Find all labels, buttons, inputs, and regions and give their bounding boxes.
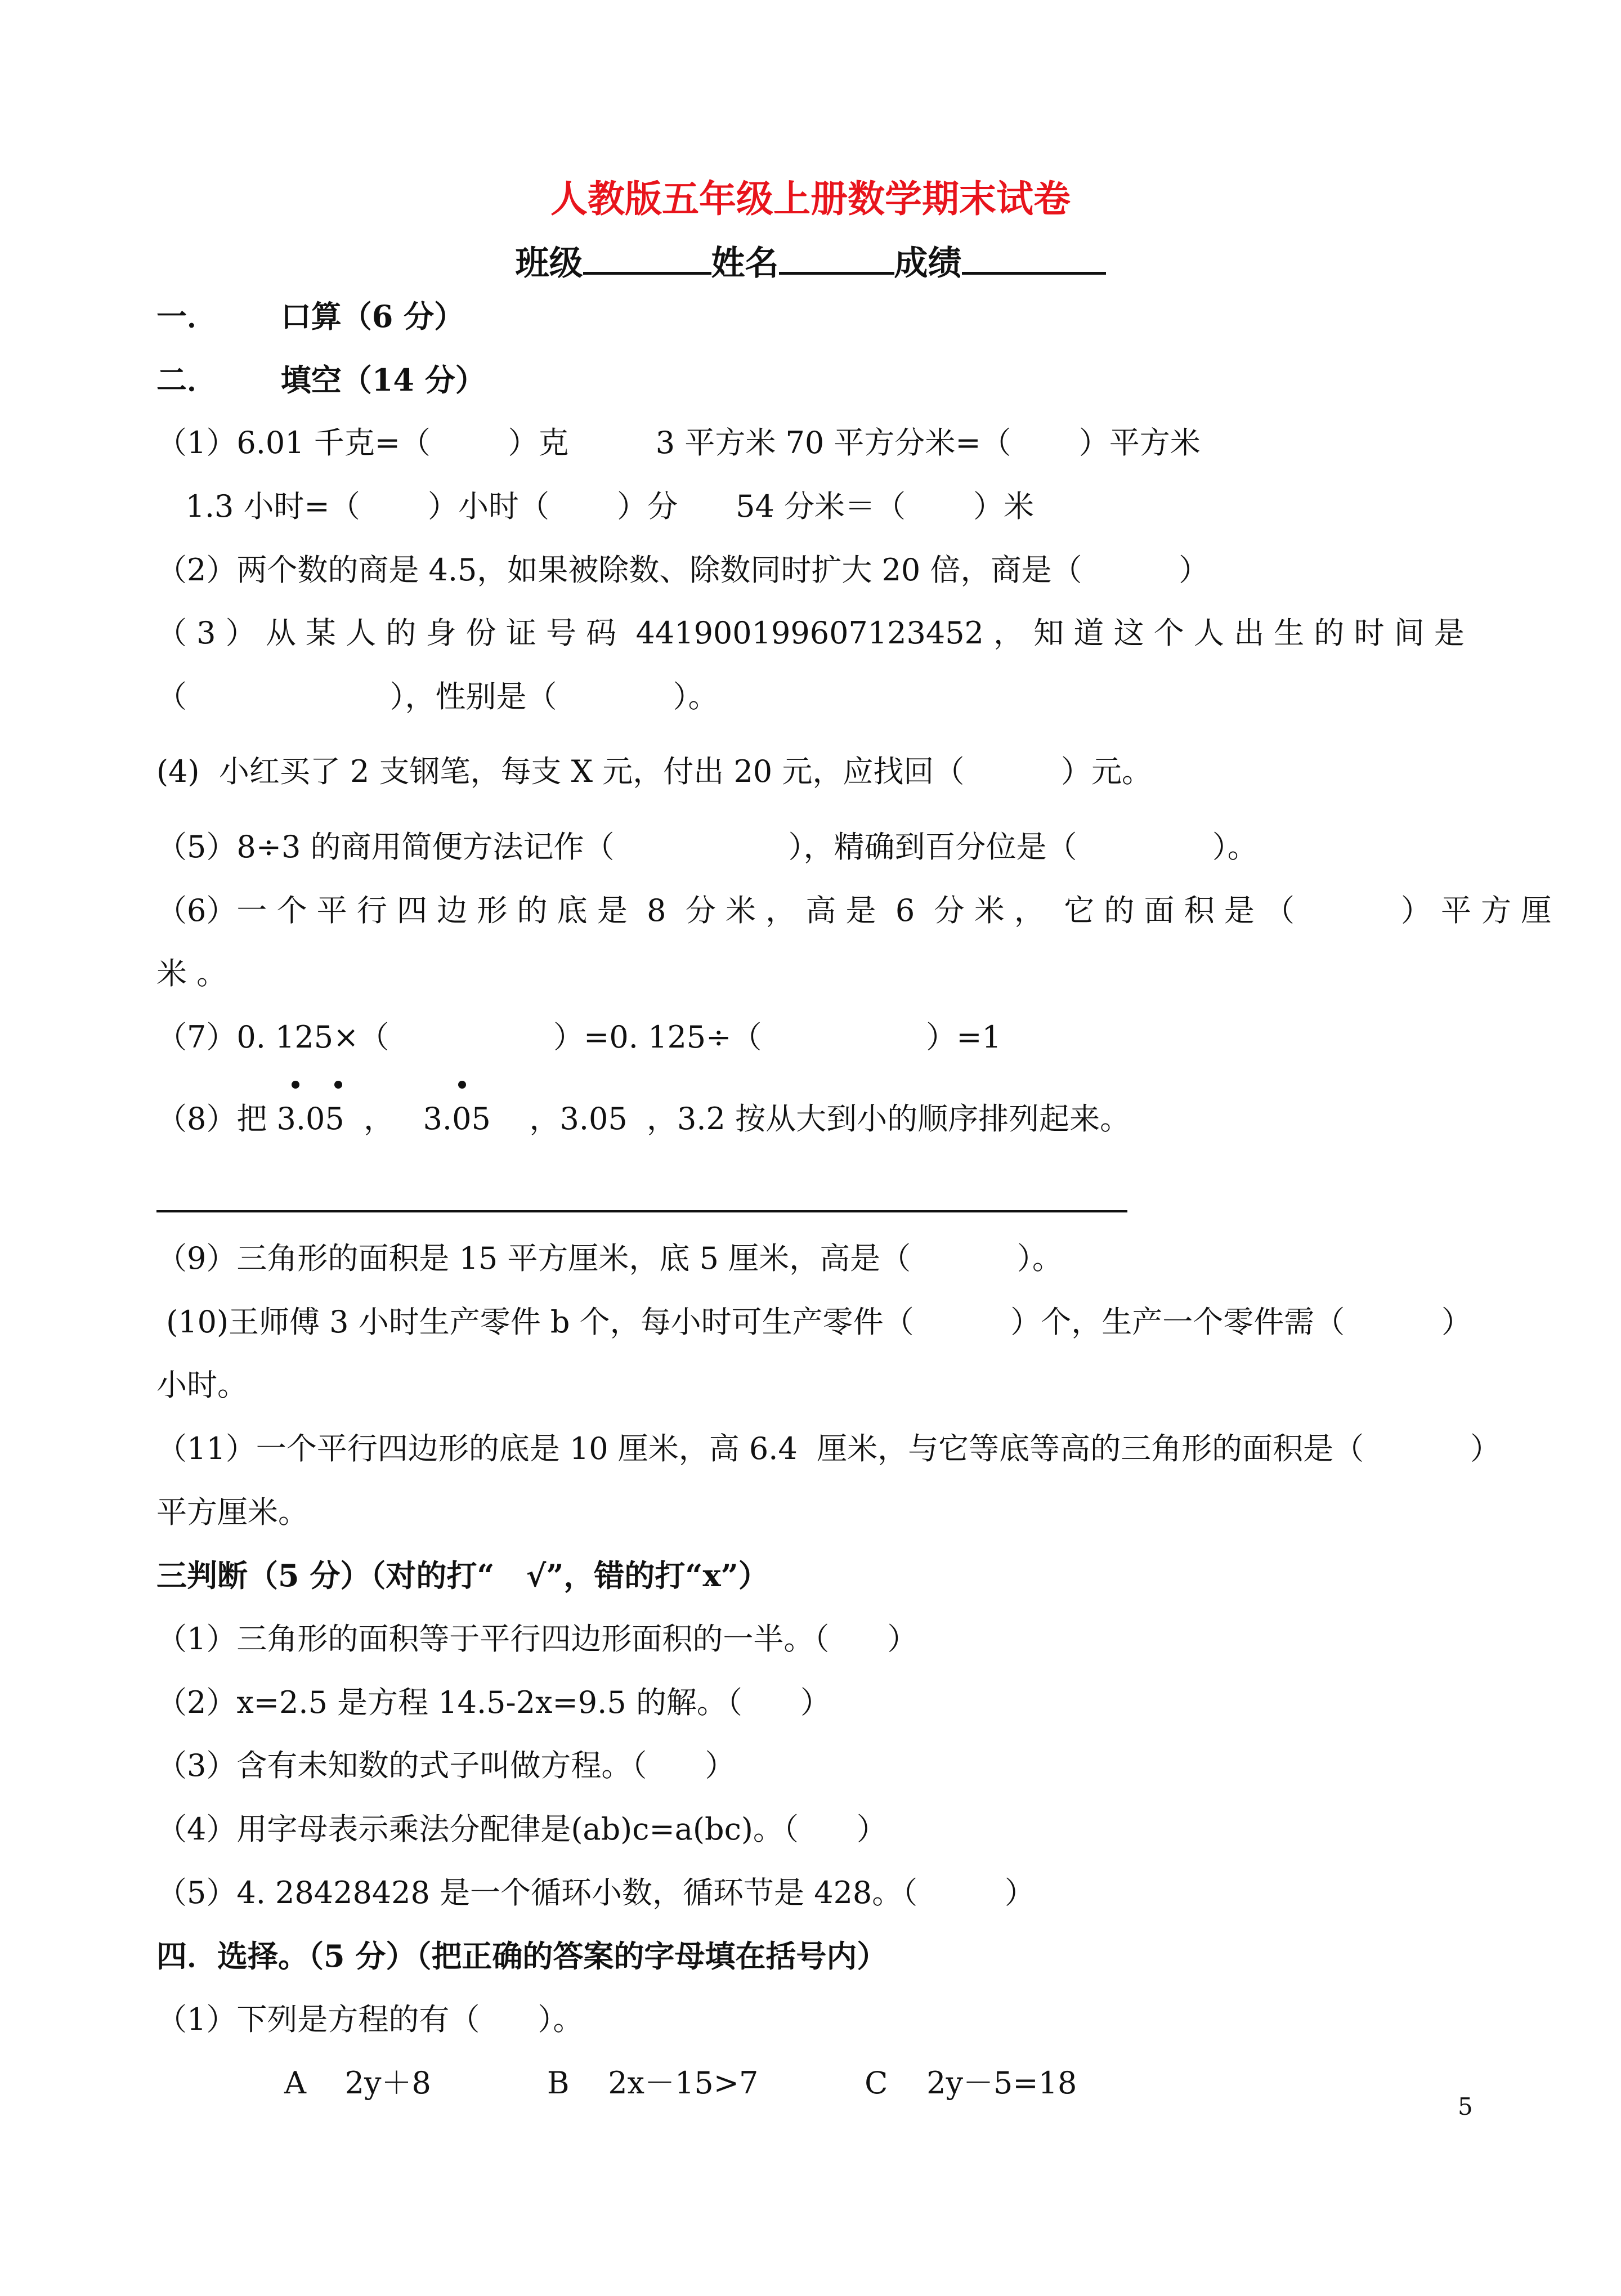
score-label: 成绩 bbox=[894, 244, 962, 283]
repeat-dot-3 bbox=[458, 1081, 466, 1089]
question-9: （9）三角形的面积是 15 平方厘米，底 5 厘米，高是（ ）。 bbox=[156, 1241, 1063, 1276]
section-4-heading: 四．选择。（5 分）（把正确的答案的字母填在括号内） bbox=[156, 1938, 888, 1974]
judge-1: （1）三角形的面积等于平行四边形面积的一半。（ ） bbox=[156, 1621, 918, 1657]
class-blank[interactable] bbox=[583, 239, 711, 275]
section-2-heading: 二． 填空（14 分） bbox=[156, 362, 486, 398]
question-1-line-1: （1）6.01 千克=（ ）克 3 平方米 70 平方分米=（ ）平方米 bbox=[156, 425, 1201, 460]
page-number: 5 bbox=[1458, 2093, 1473, 2120]
name-blank[interactable] bbox=[779, 239, 894, 275]
question-5: （5）8÷3 的商用简便方法记作（ ），精确到百分位是（ ）。 bbox=[156, 829, 1258, 865]
question-6-line-1: （6）一 个 平 行 四 边 形 的 底 是 8 分 米 ， 高 是 6 分 米 ， 它 的 面 积 是 （ ） 平 方 厘 bbox=[156, 893, 1552, 928]
score-blank[interactable] bbox=[962, 239, 1106, 275]
student-info-line bbox=[0, 239, 1621, 286]
choice-1: （1）下列是方程的有（ ）。 bbox=[156, 2002, 584, 2037]
question-3-line-1: （ 3 ） 从 某 人 的 身 份 证 号 码 441900199607123452 ， 知 道 这 个 人 出 生 的 时 间 是 bbox=[156, 615, 1465, 651]
repeat-dot-1 bbox=[292, 1081, 299, 1089]
question-2: （2）两个数的商是 4.5，如果被除数、除数同时扩大 20 倍，商是（ ） bbox=[156, 552, 1210, 588]
question-10-line-1: (10)王师傅 3 小时生产零件 b 个，每小时可生产零件（ ）个，生产一个零件需（ ） bbox=[156, 1304, 1472, 1340]
judge-5: （5）4. 28428428 是一个循环小数，循环节是 428。（ ） bbox=[156, 1875, 1035, 1910]
judge-2: （2）x=2.5 是方程 14.5-2x=9.5 的解。（ ） bbox=[156, 1685, 831, 1720]
question-11-line-1: （11）一个平行四边形的底是 10 厘米，高 6.4 厘米，与它等底等高的三角形的面积是（ ） bbox=[156, 1431, 1501, 1466]
question-8: （8）把 3.05 ， 3.05 ，3.05 ，3.2 按从大到小的顺序排列起来。 bbox=[156, 1101, 1131, 1136]
judge-4: （4）用字母表示乘法分配律是(ab)c=a(bc)。（ ） bbox=[156, 1811, 887, 1847]
question-3-line-2: （ ），性别是（ ）。 bbox=[156, 679, 719, 714]
page-title: 人教版五年级上册数学期末试卷 bbox=[550, 177, 1071, 221]
section-3-heading: 三判断（5 分）（对的打“ √”，错的打“x”） bbox=[156, 1557, 769, 1594]
question-10-line-2: 小时。 bbox=[156, 1367, 248, 1403]
class-label: 班级 bbox=[515, 244, 583, 283]
question-4: (4) 小红买了 2 支钢笔，每支 X 元，付出 20 元，应找回（ ）元。 bbox=[156, 754, 1152, 789]
question-1-line-2: 1.3 小时=（ ）小时（ ）分 54 分米＝（ ）米 bbox=[156, 489, 1035, 524]
name-label: 姓名 bbox=[711, 244, 779, 283]
answer-line[interactable] bbox=[156, 1210, 1127, 1212]
question-7: （7）0. 125×（ ）=0. 125÷（ ）=1 bbox=[156, 1019, 1001, 1055]
choice-1-options: A 2y＋8 B 2x－15>7 C 2y－5=18 bbox=[284, 2065, 1077, 2101]
section-1-heading: 一． 口算（6 分） bbox=[156, 298, 465, 334]
question-6-line-2: 米 。 bbox=[156, 956, 227, 991]
question-11-line-2: 平方厘米。 bbox=[156, 1494, 308, 1530]
judge-3: （3）含有未知数的式子叫做方程。（ ） bbox=[156, 1748, 736, 1783]
repeat-dot-2 bbox=[334, 1081, 342, 1089]
